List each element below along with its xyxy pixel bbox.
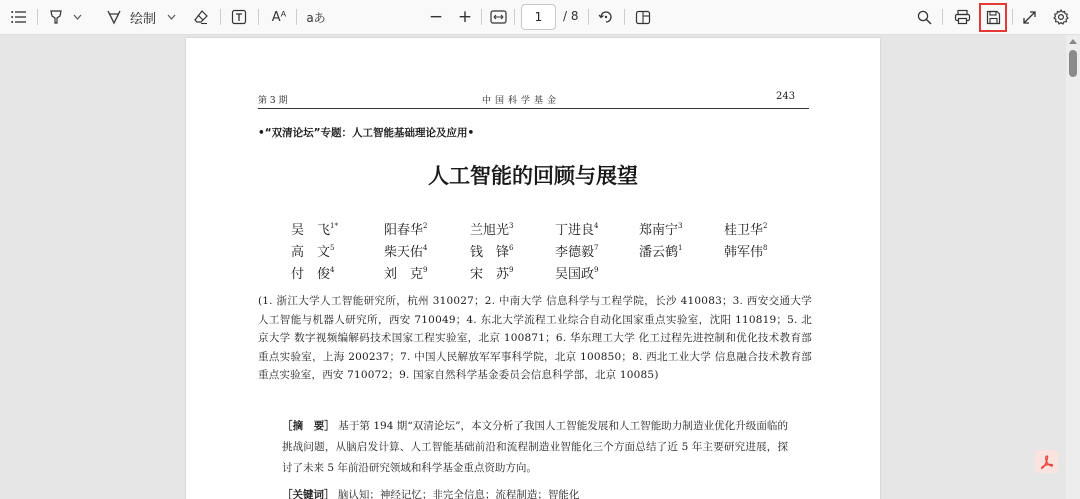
topic-line: •“双清论坛”专题：人工智能基础理论及应用• — [258, 127, 475, 139]
erase-button[interactable] — [191, 6, 211, 28]
print-button[interactable] — [951, 6, 973, 28]
document-page — [186, 38, 880, 499]
print-icon — [954, 9, 971, 25]
zoom-out-button[interactable] — [427, 6, 445, 28]
divider — [624, 9, 625, 25]
save-button-highlight — [979, 3, 1007, 32]
divider — [514, 9, 515, 25]
fullscreen-icon — [1022, 10, 1037, 25]
article-title: 人工智能的回顾与展望 — [428, 164, 638, 188]
rotate-button[interactable] — [596, 6, 616, 28]
scrollbar-thumb[interactable] — [1069, 50, 1077, 77]
page-view-icon — [635, 10, 651, 25]
fullscreen-button[interactable] — [1019, 6, 1039, 28]
keywords-text: 脑认知；神经记忆；非完全信息；流程制造；智能化 — [337, 489, 580, 499]
author: 刘 克$^9$ — [384, 266, 428, 282]
divider — [296, 9, 297, 25]
author: 吴国政$^9$ — [555, 266, 599, 282]
header-rule — [258, 108, 809, 109]
author: 潘云鹤$^1$ — [639, 244, 683, 260]
draw-button[interactable] — [104, 6, 124, 28]
author: 付 俊$^4$ — [291, 266, 335, 282]
author: 郑南宁$^3$ — [639, 222, 683, 238]
vertical-scrollbar[interactable] — [1066, 35, 1080, 499]
divider — [481, 9, 482, 25]
draw-options-button[interactable] — [164, 6, 178, 28]
plus-icon: + — [457, 7, 473, 27]
contents-button[interactable] — [9, 6, 29, 28]
zoom-in-button[interactable] — [456, 6, 474, 28]
divider — [258, 9, 259, 25]
page-view-button[interactable] — [633, 6, 653, 28]
divider — [220, 9, 221, 25]
running-header-journal: 中国科学基金 — [482, 96, 561, 106]
fit-width-icon — [490, 10, 507, 24]
minus-icon: − — [428, 7, 444, 27]
author: 宋 苏$^9$ — [470, 266, 514, 282]
running-header-issue: 第 3 期 — [258, 96, 288, 106]
author: 韩军伟$^8$ — [724, 244, 768, 260]
scroll-up-arrow-icon[interactable] — [1069, 39, 1077, 44]
abstract — [282, 416, 788, 479]
read-aloud-icon: Aᴬ — [271, 9, 287, 25]
abstract-label: ［摘 要］ — [282, 420, 335, 432]
author: 桂卫华$^2$ — [724, 222, 768, 238]
translate-button[interactable] — [305, 6, 327, 28]
author: 钱 锋$^6$ — [470, 244, 514, 260]
draw-label-button[interactable] — [129, 6, 157, 28]
list-icon — [11, 10, 27, 24]
keywords — [282, 487, 579, 499]
text-box-icon — [231, 9, 247, 25]
eraser-icon — [193, 9, 209, 25]
translate-icon: aあ — [306, 10, 326, 25]
divider — [942, 9, 943, 25]
settings-button[interactable] — [1051, 6, 1071, 28]
abstract-text: 基于第 194 期“双清论坛”，本文分析了我国人工智能发展和人工智能助力制造业优化升级面临的挑战问题，从脑启发计算、人工智能基础前沿和流程制造业智能化三个方面总结了近 5 年主要研究进展，探讨了未来 5 年前沿研究领域和科学基金重点资助方向。 — [282, 420, 789, 474]
draw-icon — [106, 9, 122, 25]
rotate-icon — [598, 9, 614, 25]
author: 丁进良$^4$ — [555, 222, 599, 238]
chevron-down-icon — [73, 14, 82, 20]
fit-width-button[interactable] — [487, 6, 509, 28]
highlight-options-button[interactable] — [70, 6, 84, 28]
author: 吴 飞$^{1*}$ — [291, 222, 338, 238]
search-icon — [917, 10, 932, 25]
chevron-down-icon — [167, 14, 176, 20]
draw-label: 绘制 — [129, 11, 156, 27]
author: 柴天佑$^4$ — [384, 244, 428, 260]
divider — [588, 9, 589, 25]
keywords-label: ［关键词］ — [282, 489, 335, 499]
highlight-icon — [48, 9, 64, 25]
divider — [37, 9, 38, 25]
author: 李德毅$^7$ — [555, 244, 599, 260]
affiliations: (1. 浙江大学人工智能研究所，杭州 310027；2. 中南大学 信息科学与工程学院，长沙 410083；3. 西安交通大学 人工智能与机器人研究所，西安 710049；4. 东北大学流程工业综合自动化国家重点实验室，沈阳 110819；5. 北京大学 数字视频编解码技术国家工程实验室，北京 100871；6. 华东理工大学 化工过程先进控制和优化技术教育部重点实验室，上海 200237；7. 中国人民解放军军事科学院，北京 100850；8. 西北工业大学 信息融合技术教育部重点实验室，西安 710072；9. 国家自然科学基金委员会信息科学部，北京 10085) — [258, 295, 812, 381]
settings-icon — [1053, 9, 1069, 25]
toolbar — [0, 0, 1080, 35]
search-button[interactable] — [914, 6, 934, 28]
author: 兰旭光$^3$ — [470, 222, 514, 238]
highlight-button[interactable] — [46, 6, 66, 28]
page-number-input[interactable]: 1 — [521, 4, 556, 30]
author: 阳春华$^2$ — [384, 222, 428, 238]
divider — [1012, 9, 1013, 25]
text-box-button[interactable] — [229, 6, 249, 28]
page-number-label: 243 — [776, 91, 796, 102]
pdf-icon[interactable] — [1035, 450, 1058, 473]
page-total: / 8 — [563, 9, 579, 23]
read-aloud-button[interactable] — [268, 6, 290, 28]
author: 高 文$^5$ — [291, 244, 335, 260]
